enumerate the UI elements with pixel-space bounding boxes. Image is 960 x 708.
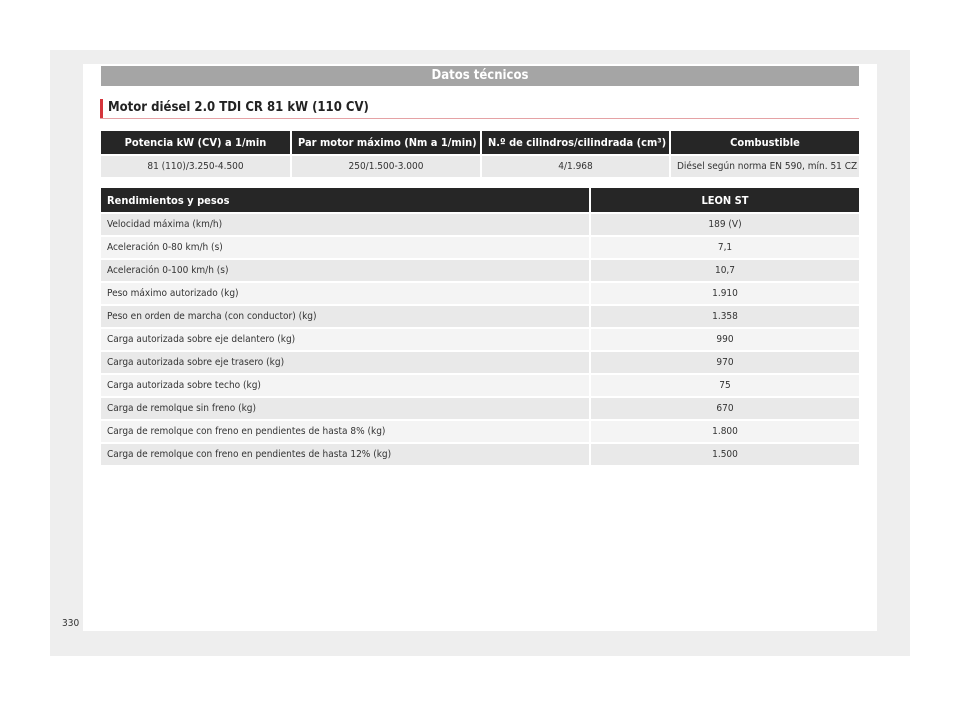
row-label: Carga autorizada sobre eje trasero (kg) <box>101 350 591 373</box>
row-value: 75 <box>591 373 859 396</box>
row-label: Carga de remolque con freno en pendientes de hasta 12% (kg) <box>101 442 591 465</box>
table-row <box>101 212 859 235</box>
row-value: 10,7 <box>591 258 859 281</box>
table-row <box>101 258 859 281</box>
specs-row <box>101 154 859 177</box>
row-value: 970 <box>591 350 859 373</box>
table-row <box>101 373 859 396</box>
table-row <box>101 327 859 350</box>
perf-header-row <box>101 188 859 212</box>
specs-header-cylinders: N.º de cilindros/cilindrada (cm³) <box>480 131 669 154</box>
table-row <box>101 442 859 465</box>
specs-header-power: Potencia kW (CV) a 1/min <box>101 131 290 154</box>
row-value: 1.800 <box>591 419 859 442</box>
row-value: 189 (V) <box>591 212 859 235</box>
table-row <box>101 396 859 419</box>
performance-weights-table <box>101 188 859 465</box>
table-row <box>101 350 859 373</box>
page-number: 330 <box>62 618 80 629</box>
perf-header-model: LEON ST <box>591 188 859 212</box>
row-label: Carga de remolque con freno en pendientes de hasta 8% (kg) <box>101 419 591 442</box>
row-value: 1.910 <box>591 281 859 304</box>
row-label: Carga autorizada sobre techo (kg) <box>101 373 591 396</box>
heading-underline <box>100 118 859 119</box>
row-value: 1.358 <box>591 304 859 327</box>
engine-heading: Motor diésel 2.0 TDI CR 81 kW (110 CV) <box>108 100 369 115</box>
row-label: Velocidad máxima (km/h) <box>101 212 591 235</box>
specs-cell-power: 81 (110)/3.250-4.500 <box>101 154 290 177</box>
row-value: 7,1 <box>591 235 859 258</box>
specs-header-row <box>101 131 859 154</box>
engine-specs-table <box>101 131 859 177</box>
specs-cell-fuel: Diésel según norma EN 590, mín. 51 CZ <box>669 154 859 177</box>
specs-cell-cylinders: 4/1.968 <box>480 154 669 177</box>
perf-header-label: Rendimientos y pesos <box>101 188 591 212</box>
row-label: Peso máximo autorizado (kg) <box>101 281 591 304</box>
row-label: Carga de remolque sin freno (kg) <box>101 396 591 419</box>
row-value: 1.500 <box>591 442 859 465</box>
row-value: 990 <box>591 327 859 350</box>
specs-cell-torque: 250/1.500-3.000 <box>290 154 480 177</box>
section-title: Datos técnicos <box>101 66 859 86</box>
specs-header-torque: Par motor máximo (Nm a 1/min) <box>290 131 480 154</box>
row-label: Aceleración 0-100 km/h (s) <box>101 258 591 281</box>
row-label: Peso en orden de marcha (con conductor) (kg) <box>101 304 591 327</box>
table-row <box>101 419 859 442</box>
table-row <box>101 304 859 327</box>
row-value: 670 <box>591 396 859 419</box>
specs-header-fuel: Combustible <box>669 131 859 154</box>
row-label: Aceleración 0-80 km/h (s) <box>101 235 591 258</box>
row-label: Carga autorizada sobre eje delantero (kg) <box>101 327 591 350</box>
heading-accent-rule <box>100 99 103 118</box>
table-row <box>101 235 859 258</box>
table-row <box>101 281 859 304</box>
